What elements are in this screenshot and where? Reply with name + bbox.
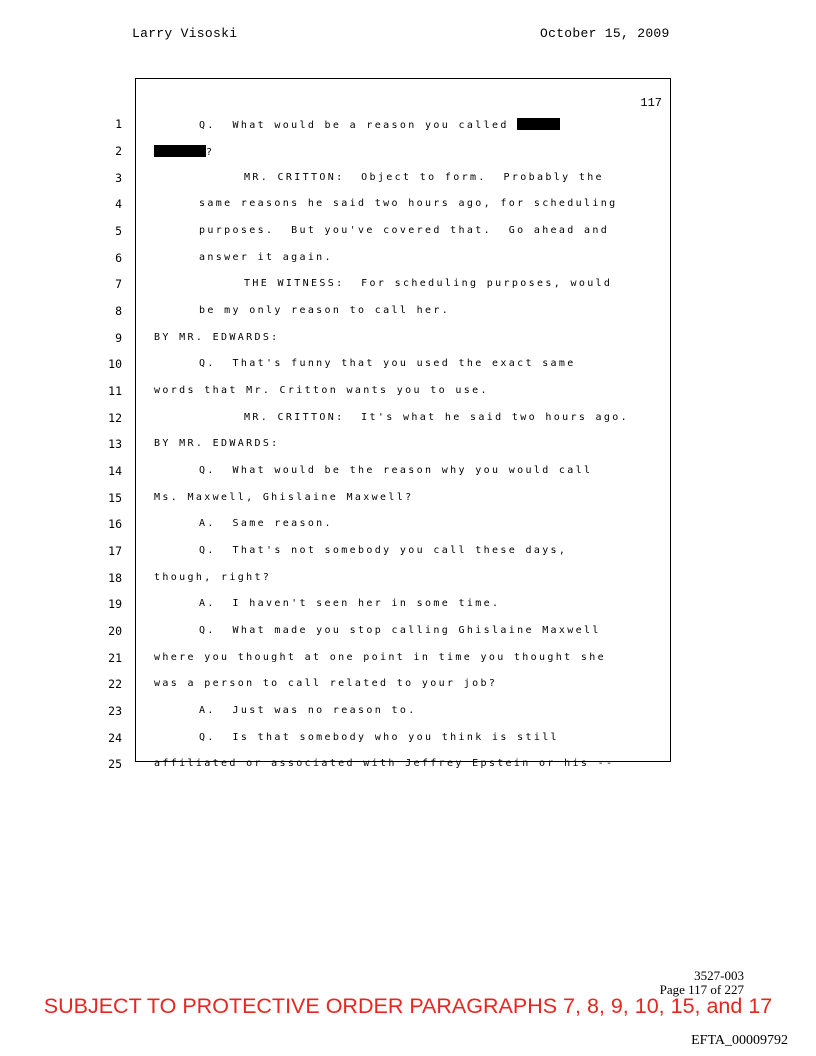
line-number: 11 — [108, 384, 122, 398]
line-number: 1 — [115, 117, 122, 131]
transcript-line: Q. What made you stop calling Ghislaine Maxwell — [199, 625, 601, 636]
protective-order-notice: SUBJECT TO PROTECTIVE ORDER PARAGRAPHS 7, 8, 9, 10, 15, and 17 — [43, 994, 773, 1018]
line-number: 3 — [115, 171, 122, 185]
line-number: 8 — [115, 304, 122, 318]
transcript-line: was a person to call related to your job? — [154, 678, 498, 689]
transcript-page-number: 117 — [640, 96, 662, 110]
redaction-box — [154, 145, 206, 157]
line-number: 23 — [108, 704, 122, 718]
line-number: 25 — [108, 757, 122, 771]
transcript-line: be my only reason to call her. — [199, 305, 451, 316]
transcript-line: Q. What would be the reason why you would call — [199, 465, 593, 476]
transcript-line: Q. That's funny that you used the exact same — [199, 358, 576, 369]
line-number: 6 — [115, 251, 122, 265]
line-number: 17 — [108, 544, 122, 558]
line-number: 14 — [108, 464, 122, 478]
line-number: 18 — [108, 571, 122, 585]
transcript-line: though, right? — [154, 572, 272, 583]
transcript-line: Q. What would be a reason you called — [199, 118, 560, 131]
case-number: 3527-003 — [694, 968, 744, 983]
transcript-line: BY MR. EDWARDS: — [154, 332, 280, 343]
line-number: 15 — [108, 491, 122, 505]
transcript-line: same reasons he said two hours ago, for scheduling — [199, 198, 618, 209]
transcript-line: purposes. But you've covered that. Go ahead and — [199, 225, 610, 236]
page-of-total: Page 117 of 227 — [659, 982, 744, 997]
line-number: 20 — [108, 624, 122, 638]
transcript-line: affiliated or associated with Jeffrey Epstein or his -- — [154, 758, 615, 769]
line-number: 10 — [108, 357, 122, 371]
line-number: 16 — [108, 517, 122, 531]
transcript-line: BY MR. EDWARDS: — [154, 438, 280, 449]
line-number: 5 — [115, 224, 122, 238]
transcript-line: MR. CRITTON: It's what he said two hours ago. — [244, 412, 630, 423]
line-number: 13 — [108, 437, 122, 451]
transcript-line: answer it again. — [199, 252, 333, 263]
line-number: 19 — [108, 597, 122, 611]
transcript-line: A. I haven't seen her in some time. — [199, 598, 501, 609]
transcript-line: THE WITNESS: For scheduling purposes, would — [244, 278, 613, 289]
line-number: 7 — [115, 277, 122, 291]
bates-number: EFTA_00009792 — [691, 1033, 788, 1048]
transcript-line: MR. CRITTON: Object to form. Probably the — [244, 172, 604, 183]
line-number: 2 — [115, 144, 122, 158]
transcript-line: Q. That's not somebody you call these days, — [199, 545, 568, 556]
line-number: 21 — [108, 651, 122, 665]
line-number: 12 — [108, 411, 122, 425]
transcript-line: where you thought at one point in time you thought she — [154, 652, 607, 663]
transcript-line: ? — [154, 145, 214, 158]
transcript-line: A. Just was no reason to. — [199, 705, 417, 716]
transcript-line: Ms. Maxwell, Ghislaine Maxwell? — [154, 492, 414, 503]
line-number: 9 — [115, 331, 122, 345]
line-number: 22 — [108, 677, 122, 691]
line-number: 24 — [108, 731, 122, 745]
transcript-line: Q. Is that somebody who you think is still — [199, 732, 559, 743]
deponent-name: Larry Visoski — [132, 26, 238, 41]
transcript-line: A. Same reason. — [199, 518, 333, 529]
line-number: 4 — [115, 197, 122, 211]
deposition-date: October 15, 2009 — [540, 26, 670, 41]
transcript-line: words that Mr. Critton wants you to use. — [154, 385, 489, 396]
redaction-box — [517, 118, 560, 130]
